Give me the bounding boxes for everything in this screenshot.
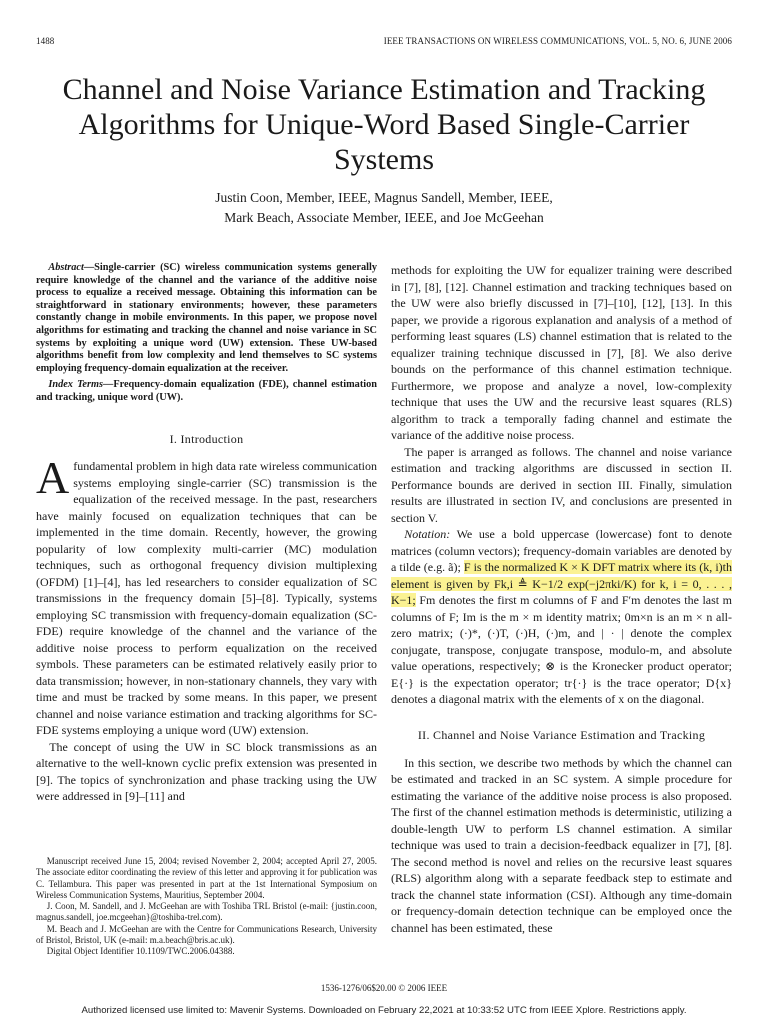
intro-paragraph-1 bbox=[36, 452, 377, 739]
intro-paragraph-1-text: fundamental problem in high data rate wireless communication systems employing single-carrier (SC) transmission is the equalization of the received message. In the past, researchers have mainly focused on equalization techniques that can be implemented in the time domain. Recently, however, the growing popularity of low complexity multi-carrier (MC) modulation techniques, such as orthogonal frequency division multiplexing (OFDM) [1]–[4], has led researchers to consider equalization of SC transmissions in the frequency domain [5]–[8]. Typically, systems employing SC transmission with frequency-domain equalization (SC-FDE) require knowledge of the channel and the variance of the additive noise process to perform equalization on the received symbols. These parameters can be estimated relatively easily prior to data transmission; however, in non-stationary channels, they vary with time and must be tracked by some means. In this paper, we present channel and noise variance estimation and tracking algorithms for SC-FDE systems employing a unique word (UW) extension. bbox=[36, 459, 377, 738]
footnote-bristol: M. Beach and J. McGeehan are with the Centre for Communications Research, University of Bristol, Bristol, UK (e-mail: m.a.beach@bris.ac.uk). bbox=[36, 923, 377, 946]
license-notice: Authorized licensed use limited to: Mavenir Systems. Downloaded on February 22,2021 at 10:33:52 UTC from IEEE Xplore. Restrictions apply. bbox=[81, 1005, 687, 1016]
index-terms-text: Frequency-domain equalization (FDE), channel estimation and tracking, unique word (UW). bbox=[36, 379, 377, 403]
index-terms bbox=[36, 379, 377, 404]
footnotes bbox=[36, 856, 377, 958]
footnote-toshiba: J. Coon, M. Sandell, and J. McGeehan are with Toshiba TRL Bristol (e-mail: {justin.coon, magnus.sandell, joe.mcgeehan}@toshiba-trel.com). bbox=[36, 901, 377, 923]
intro-paragraph-continued: methods for exploiting the UW for equalizer training were described in [7], [8], [12]. Channel estimation and tracking techniques based on the UW were also briefly discussed in [7]–[10], [12], [13]. In this paper, we provide a rigorous explanation and analysis of a method of performing least squares (LS) channel estimation that is related to the equalizer training technique discussed in [7], [8]. We also derive bounds on the performance of this channel estimation technique. Furthermore, we propose and analyze a novel, low-complexity technique that uses the UW and the recursive least squares (RLS) algorithm to track a temporally fading channel and estimate the variance of the additive noise process. bbox=[391, 263, 732, 442]
journal-name: IEEE TRANSACTIONS ON WIRELESS COMMUNICATIONS, VOL. 5, NO. 6, JUNE 2006 bbox=[383, 36, 732, 46]
highlighted-text: F is the normalized K × K DFT matrix where its (k, i)th element is given by Fk,i ≜ K−1/2 exp(−j2πki/K) for k, i = 0, . . . , K−1; bbox=[391, 560, 732, 607]
index-terms-lead: Index Terms— bbox=[48, 379, 114, 391]
section-heading-estimation: II. Channel and Noise Variance Estimation and Tracking bbox=[417, 727, 706, 742]
paper-title: Channel and Noise Variance Estimation and Tracking Algorithms for Unique-Word Based Single-Carrier Systems bbox=[62, 73, 706, 176]
section-heading-introduction: I. Introduction bbox=[169, 431, 244, 446]
page-number: 1488 bbox=[36, 36, 55, 46]
footnote-manuscript: Manuscript received June 15, 2004; revised November 2, 2004; accepted April 27, 2005. The associate editor coordinating the review of this letter and approving it for publication was C. Tellambura. This paper was presented in part at the 1st International Symposium on Wireless Communication Systems, Mauritius, September 2004. bbox=[36, 856, 377, 900]
footnote-doi: Digital Object Identifier 10.1109/TWC.2006.04388. bbox=[46, 946, 235, 957]
abstract-text: Single-carrier (SC) wireless communication systems generally require knowledge of the channel and the variance of the additive noise process to equalize a received message. Obtaining this information can be straightforward in stationary environments; however, these parameters constantly change in mobile environments. In this paper, we propose novel algorithms for estimating and tracking the channel and noise variance in SC systems by exploiting a unique word (UW) extension. These UW-based algorithms benefit from low complexity and lend themselves to SC systems employing frequency-domain equalization at the receiver. bbox=[36, 262, 377, 374]
author-line-1: Justin Coon, Member, IEEE, Magnus Sandell, Member, IEEE, bbox=[215, 190, 553, 205]
right-column bbox=[391, 262, 732, 936]
intro-paragraph-2: The concept of using the UW in SC block transmissions as an alternative to the well-known cyclic prefix extension was presented in [9]. The topics of synchronization and phase tracking using the UW were addressed in [9]–[11] and bbox=[36, 739, 377, 804]
copyright-line: 1536-1276/06$20.00 © 2006 IEEE bbox=[320, 983, 448, 993]
section2-paragraph: In this section, we describe two methods by which the channel can be estimated and tracked in an SC system. A simple procedure for estimating the variance of the additive noise process is also proposed. The first of the channel estimation methods is deterministic, utilizing a double-length UW to perform LS channel estimation. A similar technique was used to train a decision-feedback equalizer in [7], [8]. The second method is novel and relies on the recursive least squares (RLS) algorithm along with a separate feedback step to estimate and track the channel state information (CSI). Although any time-domain or frequency-domain detection technique can be employed once the channel has been estimated, these bbox=[391, 755, 732, 935]
abstract bbox=[36, 262, 377, 375]
left-column bbox=[36, 262, 377, 805]
notation-text-a: We use a bold uppercase (lowercase) font to denote matrices (column vectors); frequency-domain variables are denoted by a tilde (e.g. ã); bbox=[391, 527, 732, 574]
notation-lead: Notation: bbox=[404, 527, 451, 541]
author-list bbox=[40, 188, 728, 228]
notation-text-b: Fm denotes the first m columns of F and F′m denotes the last m columns of F; Im is the m × m identity matrix; 0m×n is an m × n all-zero matrix; (·)*, (·)T, (·)H, (·)m, and | · | denote the complex conjugate, transpose, conjugate transpose, modulo-m, and absolute value operations, respectively; ⊗ is the Kronecker product operator; E{·} is the expectation operator; tr{·} is the trace operator; D{x} denotes a diagonal matrix with the elements of x on the diagonal. bbox=[391, 593, 732, 706]
notation-paragraph bbox=[391, 526, 732, 708]
drop-cap: A bbox=[36, 452, 70, 504]
abstract-lead: Abstract— bbox=[48, 262, 95, 273]
paper-outline-paragraph: The paper is arranged as follows. The channel and noise variance estimation and tracking algorithms are discussed in section II. Performance bounds are derived in section III. Finally, simulation results are illustrated in section IV, and conclusions are presented in section V. bbox=[391, 444, 732, 525]
author-line-2: Mark Beach, Associate Member, IEEE, and Joe McGeehan bbox=[224, 210, 544, 225]
